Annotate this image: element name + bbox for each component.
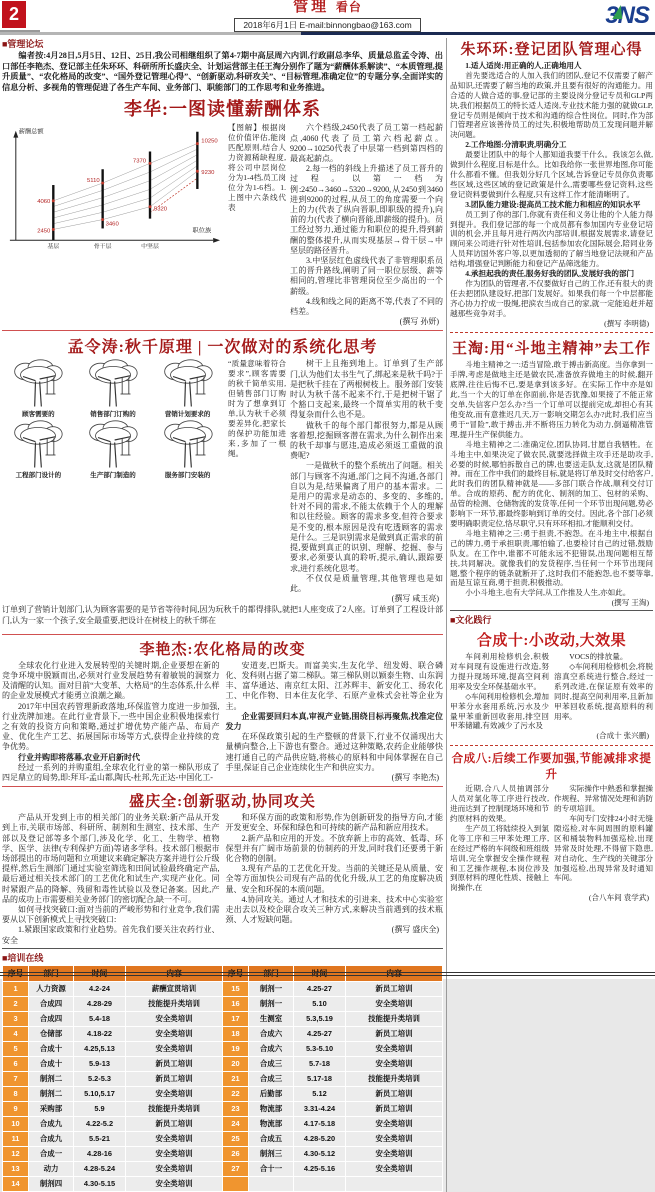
article-paragraph: VOCS的排放量。	[569, 652, 628, 662]
cell-no: 17	[223, 1011, 249, 1026]
cell-dept: 合成十	[29, 1056, 74, 1071]
article-paragraph: (撰写 李艳杰)	[391, 772, 439, 782]
cell-dept: 仓储部	[29, 1026, 74, 1041]
cell-content: 安全类培训	[126, 1161, 223, 1176]
chart-tick-zhongjian: 中坚层	[141, 244, 159, 251]
cell-time: 4.30-5.12	[294, 1146, 346, 1161]
cell-dept: 合成四	[29, 1011, 74, 1026]
cell-no: 15	[223, 981, 249, 996]
article-paragraph: 2.工作地图:分清职责,明确分工	[465, 140, 567, 150]
article-paragraph: 4.协同攻关。通过人才和技术的引进来、技术中心实验室走出去以及校企联合攻关三种方式,来解决当前遇到的技术瓶颈、人才短缺问题。	[225, 894, 443, 925]
training-table-row	[3, 1056, 443, 1071]
training-table-row	[3, 1146, 443, 1161]
col-header-time: 时间	[74, 965, 126, 981]
training-table-row	[3, 996, 443, 1011]
cell-content: 安全类培训	[346, 996, 443, 1011]
headline-wangtao: 王淘:用“斗地主精神”去工作	[452, 341, 651, 358]
chart-value-10250: 10250	[201, 138, 218, 145]
cell-no: 26	[223, 1146, 249, 1161]
cell-time: 4.28-16	[74, 1146, 126, 1161]
cell-no: 10	[3, 1116, 29, 1131]
article-paragraph: (撰写 李明德)	[604, 318, 649, 328]
article-paragraph: 1.适人适岗:用正确的人,正确地用人	[465, 61, 582, 70]
tree-caption: 生产部门制造的	[90, 472, 136, 480]
tree-swing-figure	[2, 359, 75, 418]
chart-value-9230: 9230	[201, 170, 215, 177]
training-table-row	[3, 1041, 443, 1056]
article-paragraph: 在环保政策引起的生产整顿的背景下,行业不仅涌现出大量横向整合,上下游也有整合。通过这种策略,农药企业能够快速打通自己的产品供应链,将核心的原料和中间体掌握在自己手里,保证自己企业连续化生产和供应实力。	[225, 732, 443, 772]
col-header-no: 序号	[223, 965, 249, 981]
cell-dept: 动力	[29, 1161, 74, 1176]
col-header-time: 时间	[294, 965, 346, 981]
cell-content: 新员工培训	[126, 1071, 223, 1086]
zhuhuanhuan-body	[450, 61, 653, 328]
cell-content: 安全类培训	[346, 1161, 443, 1176]
article-hecheng8	[450, 784, 653, 893]
article-hecheng10	[450, 652, 653, 731]
article-paragraph: (撰写 咸玉亮)	[391, 594, 439, 604]
cell-dept: 合成三	[249, 1071, 294, 1086]
cell-no	[223, 1176, 249, 1191]
cell-time: 4.28-5.20	[294, 1131, 346, 1146]
cell-no: 14	[3, 1176, 29, 1191]
headline-zhuhuanhuan: 朱环环:登记团队管理心得	[460, 42, 643, 58]
cell-time	[294, 1176, 346, 1191]
lihua-body	[290, 123, 443, 327]
article-paragraph: 树干上且拖到地上。订单到了生产部门,认为他们太书生气了,绑起来是秋千吗?于是把秋千挂在了两根树枝上。服务部门安装时认为秋千荡不起来不行,于是把树干锯了个豁口支起来,最终一个简单实用的秋千变得复杂而什么也不是。	[290, 359, 443, 420]
chart-value-2450: 2450	[37, 228, 51, 235]
cell-content: 安全类培训	[346, 1146, 443, 1161]
liyanjie-right-col	[226, 661, 444, 783]
cell-time: 5.10,5.17	[74, 1086, 126, 1101]
article-separator	[2, 330, 443, 331]
tree-swing-figure	[151, 359, 224, 418]
cell-no: 21	[223, 1071, 249, 1086]
chart-value-5320: 5320	[153, 207, 168, 214]
col-header-content: 内容	[126, 965, 223, 981]
cell-no: 18	[223, 1026, 249, 1041]
article-paragraph: 4.线和线之间的距离不等,代表了不同的档差。	[290, 296, 443, 317]
cell-time: 5.12	[294, 1086, 346, 1101]
cell-time: 4.18-22	[74, 1026, 126, 1041]
col-header-dept: 部门	[29, 965, 74, 981]
article-paragraph: 经过一系列的并购重组,全球农化行业的第一梯队形成了四足鼎立的局势,即:拜耳-孟山都,陶氏-杜邦,先正达-中国化工-	[2, 762, 220, 782]
cell-no: 24	[223, 1116, 249, 1131]
cell-time: 5.17-18	[294, 1071, 346, 1086]
cell-time: 4.30-5.15	[74, 1176, 126, 1191]
article-paragraph: 1.紧跟国家政策和行业趋势。首先我们要关注农药行业、安全	[2, 925, 220, 945]
cell-dept	[249, 1176, 294, 1191]
cell-time: 5.10	[294, 996, 346, 1011]
cell-dept: 生测室	[249, 1011, 294, 1026]
cell-time: 4.17-5.18	[294, 1116, 346, 1131]
cell-content: 安全类培训	[126, 1146, 223, 1161]
salary-chart-svg	[2, 123, 224, 251]
hecheng10-right-col	[554, 652, 653, 731]
article-paragraph: 4.承担起我的责任,服务好我的团队,发展好我的部门	[465, 269, 635, 279]
cell-content: 新员工培训	[346, 1086, 443, 1101]
cell-no: 8	[3, 1086, 29, 1101]
article-liyanjie	[2, 661, 443, 783]
tree-swing-icon	[155, 359, 221, 409]
cell-no: 19	[223, 1041, 249, 1056]
article-separator	[2, 634, 443, 635]
header-rule-blue	[301, 32, 655, 35]
cell-dept: 物流部	[249, 1116, 294, 1131]
cell-no: 6	[3, 1056, 29, 1071]
cell-content: 安全类培训	[346, 1056, 443, 1071]
swing-figures	[2, 359, 224, 604]
editor-note: 编者按:4月28日,5月5日、12日、25日,我公司相继组织了第4-7期中高层周六内训,行政副总李华、质量总监孟令涛、出口部任李艳杰、登记部主任朱环环、科研所所长盛庆全、计划运营部主任王淘分别作了题为“薪酬体系解读”、“本质管理,提升质量”、“农化格局的改变”、“国外登记管理心得”、“创新驱动,科研攻关”、“目标管理,准确定位”的专题分享,全面详实的信息分析、多视角的管理促进了各生产车间、业务部门、职能部门的工作思考和业务推进。	[2, 51, 443, 92]
article-paragraph: 斗地主精神之一:适当冒险,敢于搏击新高度。当你拿到一手牌,考虑是做地主还是做农民,准备放弃做地主的时候,翻开底牌,往往后悔不已,要是拿到该多好。在实际工作中亦是如此,当一个大的订单在你面前,你是否犹豫,如果接了不能正常交单,失信客户怎么办?当一个订单可以提前完成,却担心有其他变故,而有意推迟几天,万一影响交期怎么办?此时,我们应当勇于“冒险”,敢于搏击,并不断将压力转化为动力,倒逼精准管理,提升生产保供能力。	[450, 360, 653, 439]
bns-logo	[605, 2, 649, 30]
cell-no: 20	[223, 1056, 249, 1071]
article-paragraph: (撰写 王淘)	[611, 598, 649, 608]
hecheng10-signature: (合成十 张兴鹏)	[596, 731, 649, 741]
chart-tick-gugan: 骨干层	[93, 244, 112, 251]
cell-time: 5.3-5.10	[294, 1041, 346, 1056]
headline-hecheng8: 合成八:后续工作要加强,节能减排求提升	[451, 753, 652, 782]
page-header	[0, 0, 655, 34]
tree-swing-icon	[5, 420, 71, 470]
cell-content: 安全类培训	[126, 1041, 223, 1056]
article-paragraph: ◇车间利用检修机会,将脱溶真空系统进行整合,经过一系列改进,在保证原有效率的同时,提高空间利用率,且新加甲苯回收系统,提高原料的利用率。	[554, 662, 653, 721]
cell-time: 4.2-24	[74, 981, 126, 996]
cell-dept: 合成四	[29, 996, 74, 1011]
cell-dept: 人力资源	[29, 981, 74, 996]
headline-shengqingquan: 盛庆全:创新驱动,协同攻关	[129, 794, 316, 811]
cell-time: 5.4-18	[74, 1011, 126, 1026]
col-header-no: 序号	[3, 965, 29, 981]
dateline: 2018年6月1日 E-mail:binnongbao@163.com	[234, 18, 420, 32]
cell-dept: 合成六	[249, 1026, 294, 1041]
cell-content: 安全类培训	[346, 1041, 443, 1056]
article-paragraph: 2.每一档的斜线上升描述了员工晋升的过程。以第一档为例:2450→3460→5320→9200,从2450到3460进到9200的过程,从员工的角度需要一个向上的力(代表了纵向晋职,即职级的提升),向前的力(代表了横向晋能,即薪级的提升)。员工经过努力,通过能力和职位的提升,得到薪酬的整体提升,从而实现基层→骨干层→中坚层的路径晋升。	[290, 164, 443, 255]
headline-hecheng10: 合成十:小改动,大效果	[476, 633, 627, 650]
cell-content: 技能提升类培训	[346, 1011, 443, 1026]
cell-content: 技能提升类培训	[346, 1071, 443, 1086]
article-paragraph: 六个档级,2450代表了员工第一档起薪点,4060代表了员工第六档起薪点。9200→10250代表了中层第一档到第四档的最高起薪点。	[290, 123, 443, 163]
headline-liyanjie: 李艳杰:农化格局的改变	[139, 641, 306, 658]
cell-time: 4.25-27	[294, 981, 346, 996]
lihua-narrow-col: 【图解】根据岗位价值评估,能岗匹配原则,结合人力资源稀缺程度,将公司中层岗位分为1-4档,员工岗位分为1-6档。1.上图中六条线代表	[228, 123, 286, 213]
cell-time: 5.2-5.3	[74, 1071, 126, 1086]
article-paragraph: 不仅仅是质量管理,其他管理也是如此。	[290, 573, 443, 593]
article-paragraph: 生产员工将陆续投入到氯化等工序和三甲苯处理工序,在经过严格的车间级和班组级培训,完全掌握安全操作规程和工艺操作规程,本岗位涉及到原材料的理化性质、接触上岗操作,在	[450, 823, 549, 893]
chart-tick-jiceng: 基层	[47, 244, 60, 251]
liyanjie-left-col	[2, 661, 220, 783]
chart-value-4060: 4060	[37, 199, 51, 206]
cell-dept: 采购部	[29, 1101, 74, 1116]
hecheng8-signature: (合八车间 袁学武)	[588, 893, 649, 903]
col-header-content: 内容	[346, 965, 443, 981]
cell-no: 7	[3, 1071, 29, 1086]
article-paragraph: 3.中坚层红色虚线代表了非管理职系员工的晋升路线,阐明了同一职位层级、薪等相同的,管理比非管理岗位至少高出的一个薪级。	[290, 256, 443, 296]
cell-time: 4.28-29	[74, 996, 126, 1011]
cell-time: 4.25-27	[294, 1026, 346, 1041]
training-table-row	[3, 1176, 443, 1191]
salary-chart	[2, 123, 224, 327]
chart-xlabel: 职位族	[192, 227, 212, 235]
cell-dept: 合成一	[29, 1146, 74, 1161]
cell-content: 安全类培训	[126, 1131, 223, 1146]
tree-caption: 营销计划要求的	[164, 411, 211, 419]
article-paragraph: 企业需要回归本真,审视产业链,围绕目标再聚焦,找准定位发力	[225, 711, 443, 731]
masthead	[0, 0, 655, 33]
cell-dept: 制剂三	[249, 1146, 294, 1161]
article-paragraph: 斗地主精神之三:勇于担责,不抱怨。在斗地主中,根据自己的牌力,勇于承担职责,哪怕输了,也要检讨自己的过错,鼓励队友。在工作中,谁都不可能永远不犯错误,出现问题相互帮扶,共同解决。就像我们的发货程序,当任何一个环节出现问题,整个程序的链条就断开了,这时我们不能抱怨,也不要等靠,而是互谅互商,勇于担责,积极推动。	[450, 528, 653, 588]
cell-no: 25	[223, 1131, 249, 1146]
logo-text: 3NS	[605, 2, 649, 29]
cell-time: 4.25-5.16	[294, 1161, 346, 1176]
cell-dept: 制剂一	[249, 996, 294, 1011]
masthead-sub: 看台	[335, 0, 362, 14]
tree-swing-figure	[151, 420, 224, 479]
header-rule	[0, 32, 655, 35]
tree-caption: 销售部门订购的	[90, 411, 136, 419]
page-bottom-rule	[0, 972, 655, 976]
training-table-row	[3, 1101, 443, 1116]
article-paragraph: ◇车间利用检修机会,增加甲苯分水套用系统,污水及少量甲苯重新回收套用,排空回甲苯储罐,有效减少了污水及	[450, 691, 549, 731]
cell-time: 5.5-21	[74, 1131, 126, 1146]
cell-dept: 制剂四	[29, 1176, 74, 1191]
section-marker-culture: ■文化践行	[450, 615, 492, 626]
training-table-row	[3, 981, 443, 996]
cell-dept: 合成五	[249, 1131, 294, 1146]
training-table	[2, 965, 443, 1192]
cell-time: 4.25,5.13	[74, 1041, 126, 1056]
main-column	[2, 36, 443, 1192]
cell-content: 技能提升类培训	[126, 1101, 223, 1116]
cell-no: 3	[3, 1011, 29, 1026]
menglingtao-body	[290, 359, 443, 604]
article-paragraph: (撰写 孙妍)	[399, 317, 439, 327]
hecheng8-right-col	[554, 784, 653, 893]
section-marker-training: ■培训在线	[2, 952, 44, 963]
cell-content	[346, 1176, 443, 1191]
cell-dept: 制剂二	[29, 1086, 74, 1101]
masthead-title	[0, 0, 655, 15]
cell-dept: 制剂一	[249, 981, 294, 996]
cell-content: 安全类培训	[126, 1086, 223, 1101]
training-table-row	[3, 1026, 443, 1041]
section-marker-forum: ■管理论坛	[2, 39, 44, 49]
article-paragraph: 和环保方面的政策和形势,作为创新研发的指导方向,才能开发更安全、环保和绿色和可持续的新产品和新应用技术。	[225, 813, 443, 833]
article-paragraph: (撰写 盛庆全)	[391, 925, 439, 935]
column-divider	[446, 38, 447, 1192]
cell-content: 技能提升类培训	[126, 996, 223, 1011]
cell-no: 12	[3, 1146, 29, 1161]
article-paragraph: 一是做秋千的整个系统出了问题。相关部门与顾客不沟通,部门之间不沟通,各部门自以为是,结果偏离了用户的基本需求。二是用户的需求是动态的、多变的、多维的,针对不同的需求,不能太依赖于个人的理解和以往经验。顾客的需求多变,但符合要求是不变的,根本原因是没有吃透顾客的需求是什么。三是识别需求是做到真正需求的前提,要做到真正的识别、理解、挖掘、参与要求,必须要认真的聆听,提示,确认,跟踪要求,进行系统化思考。	[290, 461, 443, 573]
cell-no: 23	[223, 1101, 249, 1116]
cell-content: 安全类培训	[346, 1116, 443, 1131]
article-paragraph: 产品从开发到上市的相关部门的业务关联:新产品从开发到上市,关联市场部、科研所、制剂和生测室、技术部、生产部以及登记部等多个部门,涉及化学、化工、生物学、植物学、医学、法律(专利保护方面)等诸多学科。技术部门根据市场部提出的市场问题和立项建议来确定解决方案并进行公斤级提样,然后生测部门通过实验室筛选和田间试验最终确定产品,最后通过相关技术部门的工艺优化和试生产,实现产业化。同时紧跟产品的降解、残留和毒性试验以及登记备案。因此,产品的成功上市需要相关业务部门的密切配合,缺一不可。	[2, 813, 220, 904]
article-paragraph: 安道麦,巴斯夫。而富美实,生友化学、纽发姆、联合磷化、发科则占据了第二梯队。第三梯队则以颖泰生物、山东润丰、富华通达、南京红太阳、江苏辉丰、新安化工、扬农化工、中化作物、日本住友化学、石原产业株式会社等企业为主。	[225, 660, 443, 711]
chart-value-7370: 7370	[132, 158, 147, 165]
cell-time: 4.22-5.2	[74, 1116, 126, 1131]
menglingtao-bottom-paragraph: 订单到了营销计划部门,认为顾客需要的是节省等待时间,因为玩秋千的都得排队,就把1人座变成了2人座。订单到了工程设计部门,认为一家一个孩子,安全最重要,把设计在树枝上的秋千绑在	[2, 605, 443, 625]
cell-dept: 合十一	[249, 1161, 294, 1176]
article-paragraph: 车间利用检修机会,积极对车间现有设施进行改造,努力提升现场环境,提高空间利用率及安全环保基础水平。	[450, 652, 549, 691]
article-paragraph: 员工到了你的部门,你就有责任和义务让他的个人能力得到提升。我们登记部的每一个成员都有参加国内专业登记培训的机会,并且每月进行两次内部培训,根据发展需求,请登记顾问来公司进行针对性培训,包括参加农化国际展会,陪同业务人员拜访国外客户等,以更加透彻的了解当地登记法规和产品结构,增强登记判断能力和登记产品筛选能力。	[450, 209, 653, 269]
hecheng8-left-col	[450, 784, 549, 893]
cell-content: 安全类培训	[126, 1176, 223, 1191]
training-table-row	[3, 1161, 443, 1176]
cell-no: 22	[223, 1086, 249, 1101]
cell-no: 5	[3, 1041, 29, 1056]
article-paragraph: 首先要选适合的人加入我们的团队,登记不仅需要了解产品知识,还需要了解当地的政策,并且要有很好的沟通能力。用合适的人做合适的事,登记部的主要设岗分登记专员和GLP两块,我们根据员工的特长适人适岗,专业技术能力强的就做GLP,登记专员则是倾向于技术和沟通的综合性岗位。同时,作为部门管理者应该善待员工的过失,积极地帮助员工发现问题并解决问题。	[450, 70, 653, 140]
cell-content: 新员工培训	[126, 1056, 223, 1071]
cell-no: 16	[223, 996, 249, 1011]
wangtao-body	[450, 360, 653, 608]
cell-no: 11	[3, 1131, 29, 1146]
article-paragraph: 2017年中国农药管理新政落地,环保监管力度进一步加强,行业洗牌加速。在此行业背景下,一些中国企业积极地探索行之有效的投资方向和策略,通过扩增优势产能产品、布局产业、优化生产工艺、拓展国际市场等方式,获得企业持续的竞争优势。	[2, 701, 220, 752]
cell-dept: 合成三	[249, 1056, 294, 1071]
side-column	[450, 36, 653, 1192]
tree-swing-icon	[80, 420, 146, 470]
tree-caption: 顾客需要的	[22, 411, 55, 419]
article-paragraph: 作为团队的管理者,不仅要做好自己的工作,还有很大的责任去把团队建设好,把部门发展好。如果我们每一个中层都能齐心协力拧成一股绳,把滨农当成自己的家,就一定能追赶并超越那些竞争对手。	[450, 278, 653, 318]
article-paragraph: 2.新产品和应用的开发。不放弃新上市的高效、低毒、环保型并有广阔市场前景的仿制药的开发,同时我们还要勇于新化合物的创制。	[225, 833, 443, 863]
article-separator	[2, 786, 443, 787]
cell-time: 3.31-4.24	[294, 1101, 346, 1116]
article-paragraph: 如何寻找突破口:面对当前的严峻形势和行业竞争,我们需要从以下创新模式上寻找突破口:	[2, 904, 220, 925]
article-paragraph: 3.团队能力建设:提高员工技术能力和相应的知识水平	[465, 199, 641, 209]
cell-content: 薪酬宣贯培训	[126, 981, 223, 996]
menglingtao-narrow-col: “质量意味着符合要求”,顾客需要的秋千简单实用,但销售部门订购时为了想拿到订单,认为秋千必须要差异化,把家长的保护功能加进来,多加了一根绳。	[228, 359, 286, 459]
article-paragraph: 做秋千的每个部门都很努力,都是从顾客着想,挖掘顾客潜在需求,为什么制作出来的秋千却事与愿违,造成必须返工重做的浪费呢?	[290, 420, 443, 461]
cell-content: 安全类培训	[126, 1026, 223, 1041]
cell-no: 27	[223, 1161, 249, 1176]
hecheng10-left-col	[450, 652, 549, 731]
tree-swing-figure	[2, 420, 75, 479]
cell-time: 5.3,5.19	[294, 1011, 346, 1026]
section-rule	[2, 948, 443, 949]
article-separator-dashed	[450, 745, 653, 746]
tree-caption: 工程部门设计的	[15, 472, 62, 480]
page-number: 2	[2, 1, 26, 28]
chart-ylabel: 薪酬总额	[18, 129, 44, 137]
cell-dept: 制剂二	[29, 1071, 74, 1086]
cell-content: 新员工培训	[346, 1101, 443, 1116]
tree-caption: 服务部门安装的	[164, 472, 211, 480]
headline-menglingtao: 孟令涛:秋千原理 | 一次做对的系统化思考	[67, 339, 378, 357]
chart-value-3460: 3460	[105, 221, 119, 228]
cell-no: 2	[3, 996, 29, 1011]
article-paragraph: 最要让团队中的每个人都知道我要干什么。我该怎么做,做到什么程度,目标是什么。比如我给你一张世界地图,你可能什么都看不懂。但我划分好几个区域,告诉登记专员你负责哪些区域,这些区域的登记政策是什么,需要哪些登记资料,这些登记资料要做到什么程度,只有这样工作才能清晰明了。	[450, 150, 653, 199]
headline-lihua: 李华:一图读懂薪酬体系	[124, 99, 321, 120]
cell-dept: 合成九	[29, 1131, 74, 1146]
section-rule	[450, 610, 653, 611]
cell-time: 4.28-5.24	[74, 1161, 126, 1176]
cell-time: 5.7-18	[294, 1056, 346, 1071]
cell-time: 5.9	[74, 1101, 126, 1116]
tree-swing-figure	[77, 359, 150, 418]
article-lihua	[2, 123, 443, 327]
cell-dept: 合成十	[29, 1041, 74, 1056]
tree-swing-icon	[5, 359, 71, 409]
training-table-row	[3, 1011, 443, 1026]
training-table-row	[3, 1071, 443, 1086]
training-table-row	[3, 1116, 443, 1131]
article-paragraph: 实际操作中熟悉和掌握操作规程、异常情况处理和消防的专项培训。	[554, 784, 653, 814]
cell-no: 9	[3, 1101, 29, 1116]
tree-swing-icon	[155, 420, 221, 470]
article-paragraph: 行业并购即将落幕,农业开启新时代	[18, 752, 140, 762]
cell-dept: 后勤部	[249, 1086, 294, 1101]
cell-no: 13	[3, 1161, 29, 1176]
cell-content: 安全类培训	[126, 1011, 223, 1026]
cell-dept: 合成九	[29, 1116, 74, 1131]
shengqingquan-left-col	[2, 813, 220, 946]
tree-swing-figure	[77, 420, 150, 479]
article-paragraph: 车间专门安排24小时无缝隙巡检,对车间周围的原料罐区和桶装物料加强巡检,出现异常及时处理,不得留下隐患,对自动化、生产线的关键部分加强巡检,出现异常及时通知车间。	[554, 814, 653, 883]
col-header-dept: 部门	[249, 965, 294, 981]
article-paragraph: 全球农化行业进入发展转型的关键时期,企业要想在新的竞争环境中脱颖而出,必须对行业发展趋势有着敏锐的洞察力及清醒的认知。面对目前“大变革、大格局”的生态体系,什么样的企业发展模式才能勇立浪潮之巅。	[2, 660, 220, 701]
article-separator-dashed	[450, 332, 653, 333]
cell-dept: 合成六	[249, 1041, 294, 1056]
cell-time: 5.9-13	[74, 1056, 126, 1071]
training-table-row	[3, 1086, 443, 1101]
cell-no: 4	[3, 1026, 29, 1041]
cell-dept: 物流部	[249, 1101, 294, 1116]
article-shengqingquan	[2, 813, 443, 946]
cell-content: 新员工培训	[346, 981, 443, 996]
training-table-row	[3, 1131, 443, 1146]
masthead-main: 管理	[293, 0, 330, 15]
article-paragraph: 斗地主精神之二:准确定位,团队协同,甘愿自我牺牲。在斗地主中,如果决定了做农民,就要选择做主攻手还是助攻手,必要的时候,哪怕拆散自己的牌,也要送走队友,这就是团队精神。而在工作中我们的最终目标,就是将订单及时交付给客户,此时我们的团队精神就是——多部门联合作战,顺利交付订单。合成的原药、配方的优化、制剂的加工、包材的采购、品管的检测、仓储物流的发货等,任何一个环节出现问题,势必影响下一环节,都最终影响到订单的交付。因此,各个部门必须要明确职责定位,恪尽职守,只有环环相扣,才能顺利交付。	[450, 439, 653, 528]
article-paragraph: 小小斗地主,也有大学问,从工作推及人生,亦如此。	[465, 588, 631, 598]
cell-content: 新员工培训	[346, 1026, 443, 1041]
article-paragraph: 近期,合八人员抽调部分人员对氯化等工序进行技改,进而达到了控制现场环境和节约原材料的效果。	[450, 784, 549, 823]
shengqingquan-right-col	[226, 813, 444, 946]
tree-swing-icon	[80, 359, 146, 409]
cell-content: 新员工培训	[126, 1116, 223, 1131]
cell-no: 1	[3, 981, 29, 996]
article-menglingtao	[2, 359, 443, 604]
article-paragraph: 3.现有产品的工艺优化开发。当前的关键还是从质量、安全等方面加快公司现有产品的优化升级,从工艺的角度解决质量、安全和环保的本质问题。	[225, 864, 443, 894]
chart-value-5110: 5110	[86, 178, 100, 185]
cell-content: 安全类培训	[346, 1131, 443, 1146]
